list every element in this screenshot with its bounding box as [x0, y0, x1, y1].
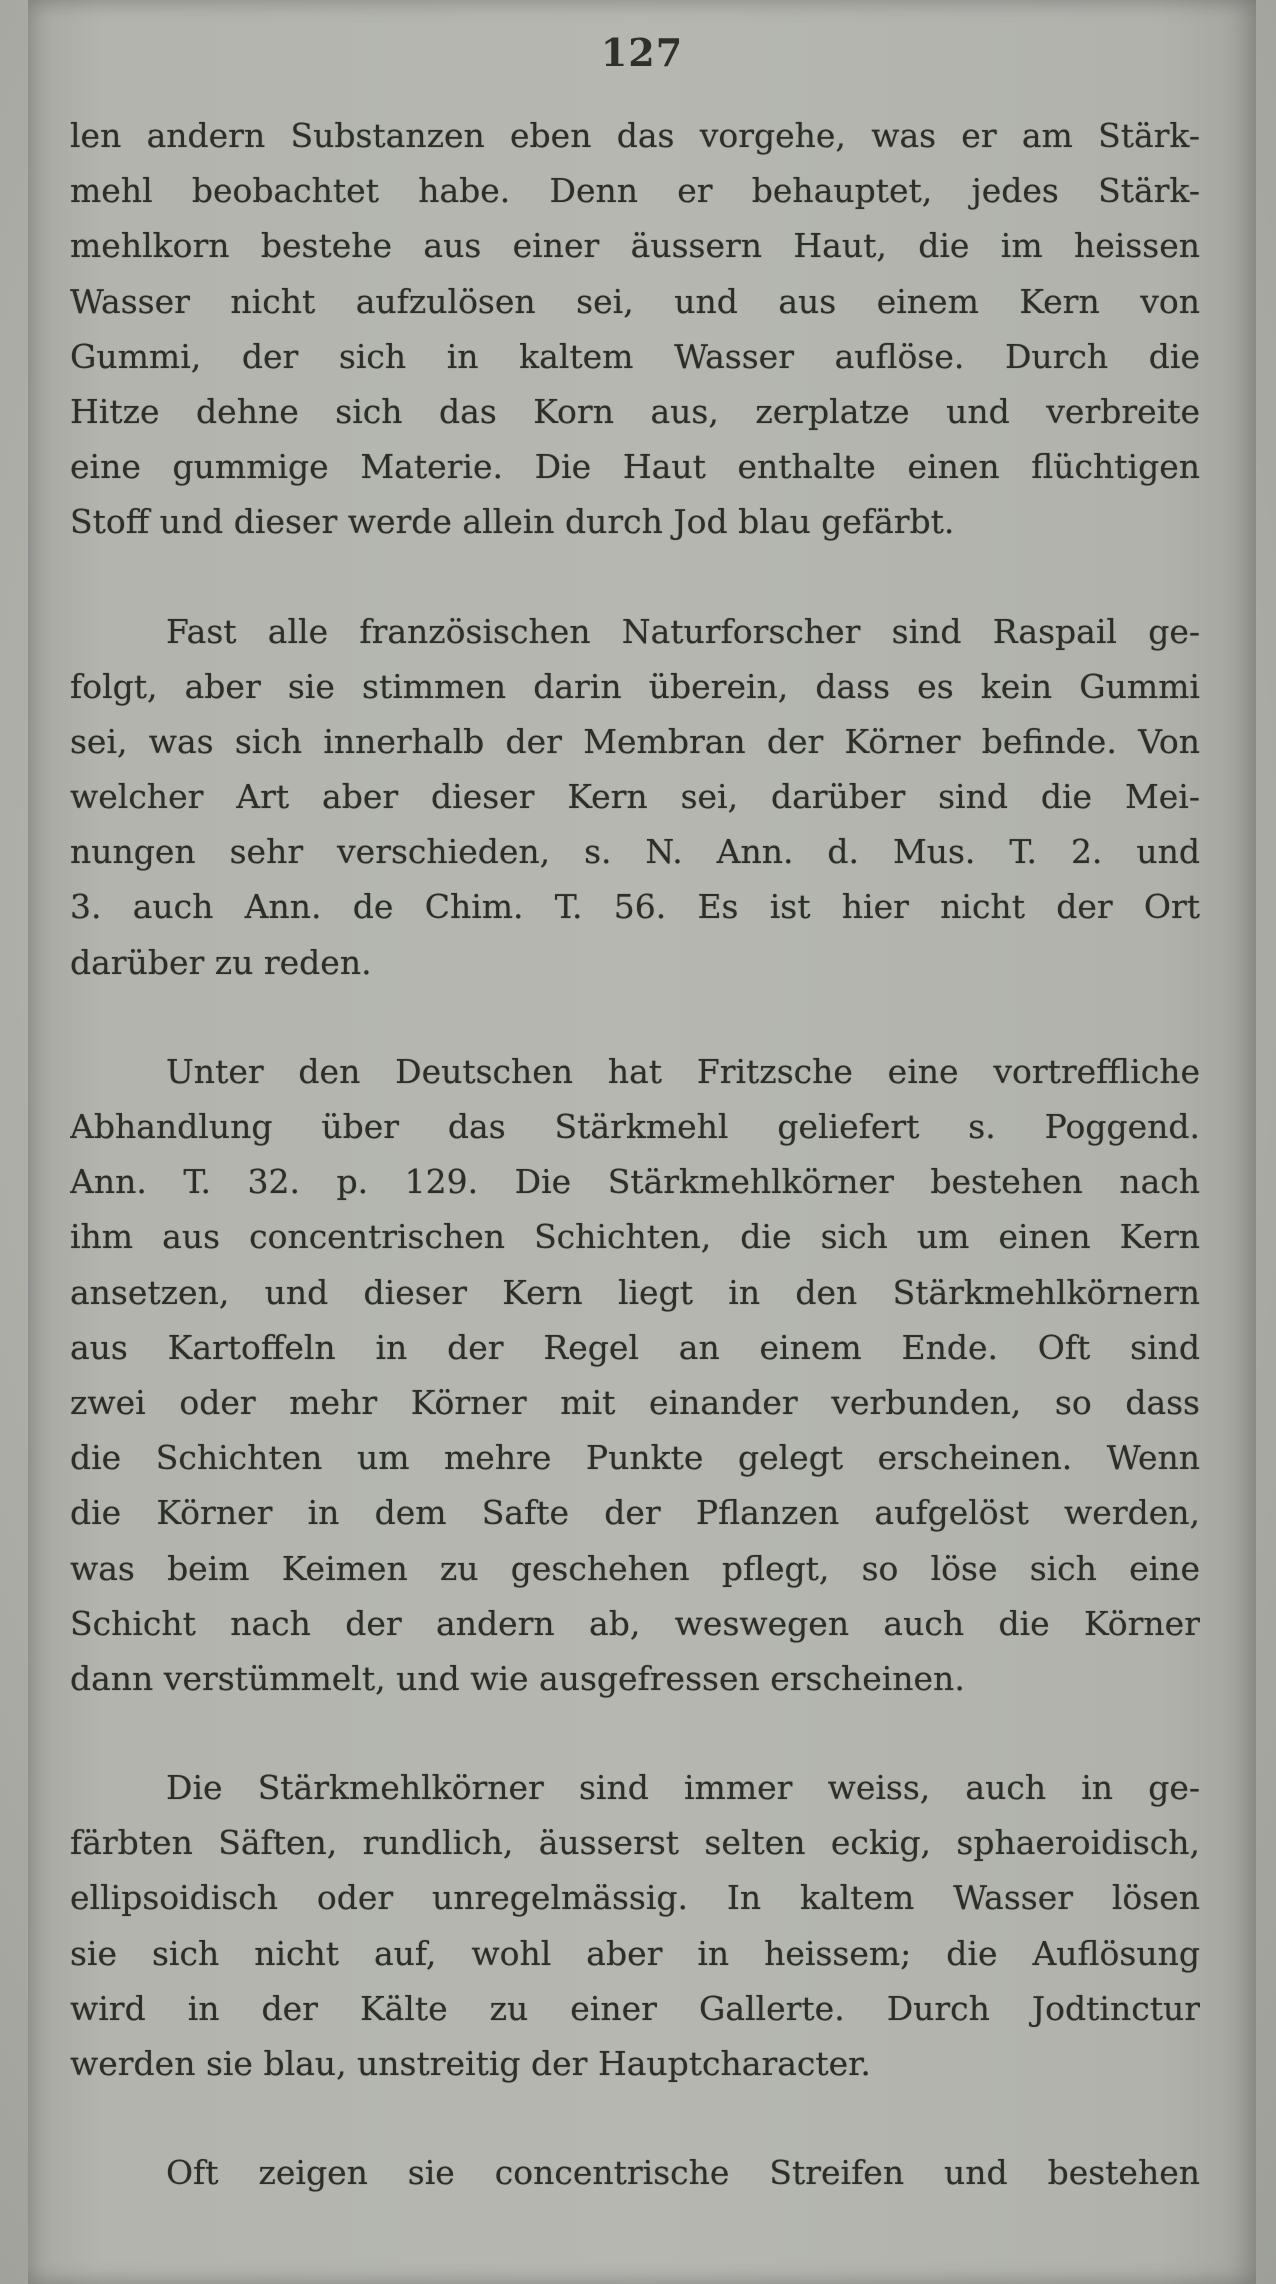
- text-line: zwei oder mehr Körner mit einander verbunden, so dass: [70, 1382, 1200, 1422]
- paragraph-3: [70, 1044, 1200, 1706]
- text-line: Abhandlung über das Stärkmehl geliefert s. Poggend.: [70, 1107, 1200, 1146]
- text-line: mehl beobachtet habe. Denn er behauptet, jedes Stärk-: [70, 171, 1200, 211]
- text-line: die Körner in dem Safte der Pflanzen aufgelöst werden,: [70, 1493, 1200, 1533]
- text-line: werden sie blau, unstreitig der Hauptcharacter.: [70, 2044, 871, 2083]
- text-line: Unter den Deutschen hat Fritzsche eine vortreffliche: [166, 1051, 1200, 1091]
- text-line: aus Kartoffeln in der Regel an einem Ende. Oft sind: [70, 1327, 1200, 1367]
- text-line: sie sich nicht auf, wohl aber in heissem; die Auflösung: [70, 1933, 1200, 1973]
- text-line: färbten Säften, rundlich, äusserst selten eckig, sphaeroidisch,: [70, 1823, 1200, 1863]
- text-line: ellipsoidisch oder unregelmässig. In kaltem Wasser lösen: [70, 1878, 1200, 1918]
- text-line: Hitze dehne sich das Korn aus, zerplatze und verbreite: [70, 391, 1200, 431]
- book-page: [28, 0, 1256, 2284]
- text-line: ihm aus concentrischen Schichten, die sich um einen Kern: [70, 1217, 1200, 1257]
- text-line: Fast alle französischen Naturforscher sind Raspail ge-: [166, 611, 1200, 651]
- paragraph-4: [70, 1760, 1200, 2091]
- text-line: Die Stärkmehlkörner sind immer weiss, auch in ge-: [166, 1768, 1200, 1808]
- text-line: Stoff und dieser werde allein durch Jod blau gefärbt.: [70, 502, 955, 542]
- body-text: [70, 108, 1200, 2254]
- text-line: dann verstümmelt, und wie ausgefressen erscheinen.: [70, 1658, 965, 1698]
- text-line: Gummi, der sich in kaltem Wasser auflöse. Durch die: [70, 336, 1200, 376]
- text-line: welcher Art aber dieser Kern sei, darüber sind die Mei-: [70, 777, 1200, 817]
- text-line: eine gummige Materie. Die Haut enthalte einen flüchtigen: [70, 447, 1200, 487]
- text-line: folgt, aber sie stimmen darin überein, dass es kein Gummi: [70, 666, 1200, 706]
- text-line: was beim Keimen zu geschehen pflegt, so löse sich eine: [70, 1548, 1200, 1588]
- text-line: darüber zu reden.: [70, 942, 372, 982]
- text-line: len andern Substanzen eben das vorgehe, was er am Stärk-: [70, 116, 1200, 155]
- text-line: sei, was sich innerhalb der Membran der Körner befinde. Von: [70, 721, 1200, 761]
- paragraph-5: [70, 2145, 1200, 2200]
- text-line: wird in der Kälte zu einer Gallerte. Durch Jodtinctur: [70, 1988, 1200, 2028]
- text-line: Schicht nach der andern ab, weswegen auch die Körner: [70, 1603, 1200, 1643]
- text-line: ansetzen, und dieser Kern liegt in den Stärkmehlkörnern: [70, 1272, 1200, 1312]
- text-line: Ann. T. 32. p. 129. Die Stärkmehlkörner bestehen nach: [70, 1162, 1200, 1202]
- paragraph-1: [70, 108, 1200, 550]
- paragraph-2: [70, 604, 1200, 990]
- page-number: 127: [600, 30, 684, 75]
- text-line: Wasser nicht aufzulösen sei, und aus einem Kern von: [70, 281, 1200, 321]
- text-line: 3. auch Ann. de Chim. T. 56. Es ist hier nicht der Ort: [70, 887, 1200, 927]
- text-line: Oft zeigen sie concentrische Streifen und bestehen: [166, 2153, 1200, 2193]
- text-line: die Schichten um mehre Punkte gelegt erscheinen. Wenn: [70, 1438, 1200, 1478]
- text-line: mehlkorn bestehe aus einer äussern Haut, die im heissen: [70, 226, 1200, 266]
- text-line: nungen sehr verschieden, s. N. Ann. d. Mus. T. 2. und: [70, 832, 1200, 872]
